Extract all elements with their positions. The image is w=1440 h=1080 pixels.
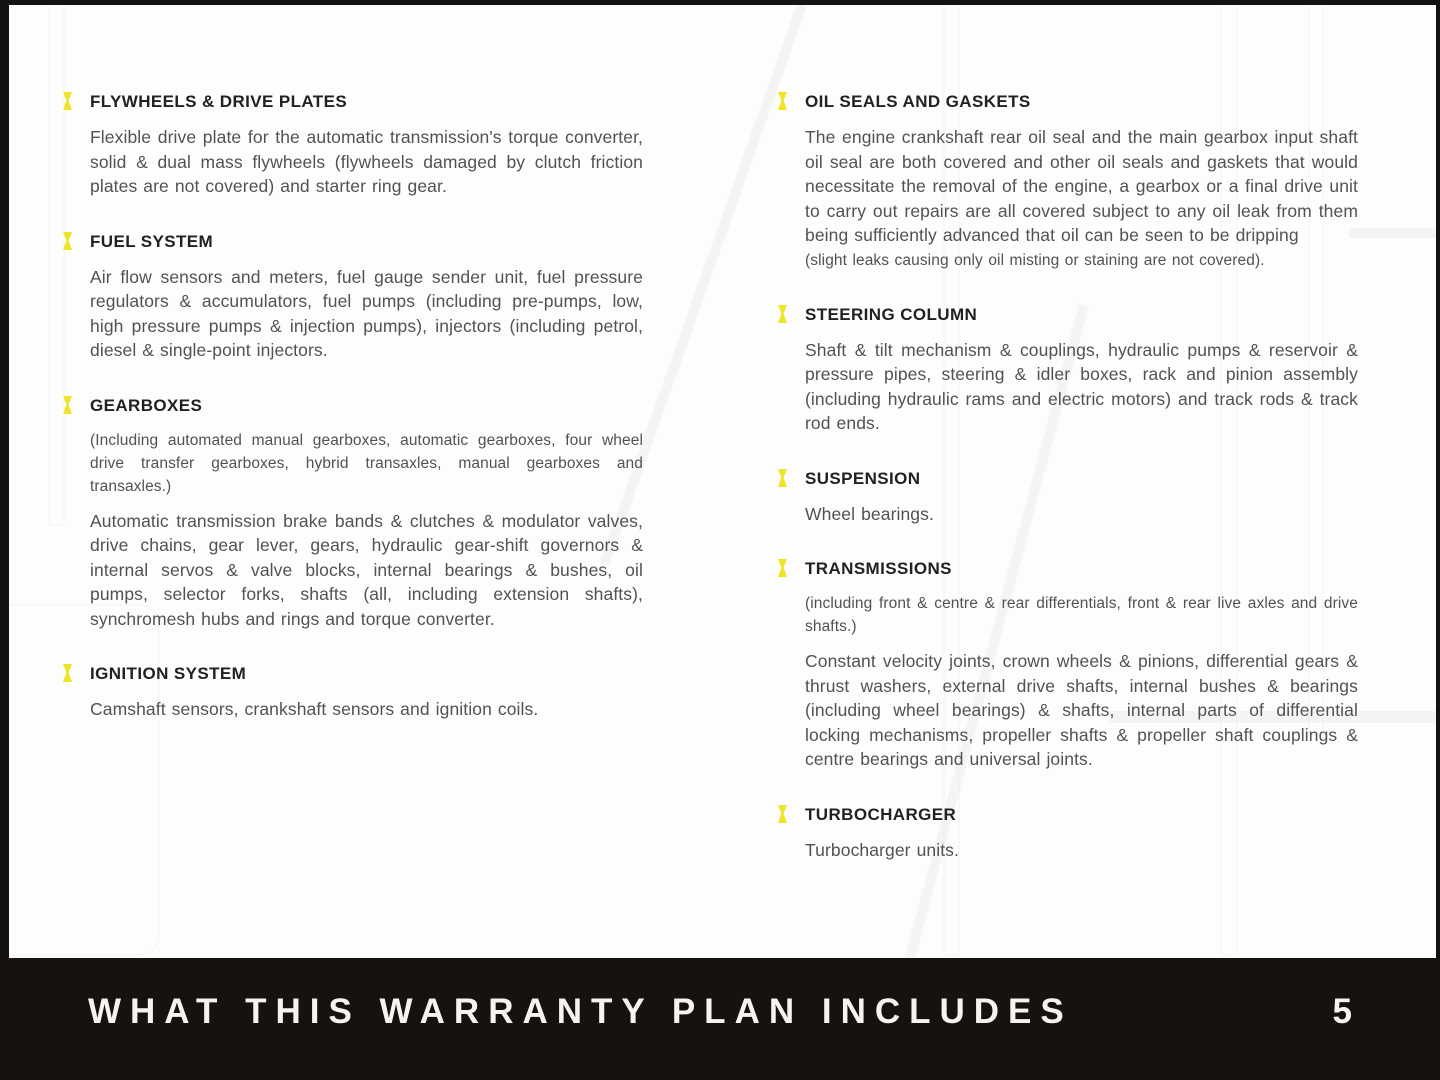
section-paragraph: Flexible drive plate for the automatic transmission's torque converter, solid & dual mass flywheels (flywheels damaged by clutch friction plates are not covered) and starter ring gear. bbox=[90, 127, 643, 196]
bullet-icon bbox=[61, 396, 74, 414]
right-column bbox=[805, 92, 1358, 895]
section-suspension bbox=[805, 469, 1358, 527]
page-background bbox=[9, 5, 1436, 958]
section-paragraph: Turbocharger units. bbox=[805, 839, 959, 860]
section-heading: TURBOCHARGER bbox=[805, 804, 957, 824]
section-paragraph: Constant velocity joints, crown wheels & pinions, differential gears & thrust washers, external drive shafts, internal bushes & bearings (including wheel bearings) & shafts, internal parts of differential locking mechanisms, propeller shafts & propeller shaft couplings & centre bearings and universal joints. bbox=[805, 651, 1358, 769]
section-fuel-system bbox=[90, 232, 643, 363]
section-paragraph: Camshaft sensors, crankshaft sensors and ignition coils. bbox=[90, 699, 539, 719]
section-heading: IGNITION SYSTEM bbox=[90, 664, 247, 683]
section-paragraph: Automatic transmission brake bands & clutches & modulator valves, drive chains, gear lever, gears, hydraulic gear-shift governors & internal servos & valve blocks, internal bearings & bushes, oil pumps, selector forks, shafts (all, including extension shafts), synchromesh hubs and rings and torque converter. bbox=[90, 510, 643, 629]
bullet-icon bbox=[776, 92, 789, 110]
footer-bar bbox=[0, 958, 1440, 1080]
section-gearboxes bbox=[90, 396, 643, 632]
bullet-icon bbox=[776, 559, 789, 577]
section-heading: STEERING COLUMN bbox=[805, 304, 978, 324]
bullet-icon bbox=[61, 232, 74, 250]
section-paragraph: The engine crankshaft rear oil seal and the main gearbox input shaft oil seal are both covered and other oil seals and gaskets that would necessitate the removal of the engine, a gearbox or a final drive unit to carry out repairs are all covered subject to any oil leak from them being sufficiently advanced that oil can be seen to be dripping bbox=[805, 127, 1358, 245]
bullet-icon bbox=[61, 664, 74, 682]
section-note: (Including automated manual gearboxes, automatic gearboxes, four wheel drive transfer gearboxes, hybrid transaxles, manual gearboxes and transaxles.) bbox=[90, 431, 643, 495]
footer-title: WHAT THIS WARRANTY PLAN INCLUDES bbox=[88, 992, 1073, 1031]
section-heading: FUEL SYSTEM bbox=[90, 231, 214, 251]
section-heading: GEARBOXES bbox=[90, 395, 203, 415]
section-heading: OIL SEALS AND GASKETS bbox=[805, 92, 1031, 111]
section-paragraph: Air flow sensors and meters, fuel gauge sender unit, fuel pressure regulators & accumulators, fuel pumps (including pre-pumps, low, high pressure pumps & injection pumps), injectors (including petrol, diesel & single-point injectors. bbox=[90, 266, 643, 360]
section-heading: FLYWHEELS & DRIVE PLATES bbox=[90, 92, 348, 111]
section-heading: TRANSMISSIONS bbox=[805, 559, 952, 578]
bullet-icon bbox=[776, 305, 789, 323]
section-heading: SUSPENSION bbox=[805, 468, 921, 488]
bullet-icon bbox=[776, 805, 789, 823]
section-note: (including front & centre & rear differentials, front & rear live axles and drive shafts.) bbox=[805, 595, 1358, 635]
section-steering-column bbox=[805, 305, 1358, 436]
section-ignition-system bbox=[90, 664, 643, 722]
bullet-icon bbox=[61, 92, 74, 110]
page-number: 5 bbox=[1332, 992, 1352, 1031]
section-paragraph: Shaft & tilt mechanism & couplings, hydraulic pumps & reservoir & pressure pipes, steering & idler boxes, rack and pinion assembly (including hydraulic rams and electric motors) and track rods & track rod ends. bbox=[805, 339, 1358, 433]
section-flywheels-drive-plates bbox=[90, 92, 643, 199]
left-column bbox=[90, 92, 643, 755]
section-paragraph: Wheel bearings. bbox=[805, 503, 934, 524]
section-oil-seals-gaskets bbox=[805, 92, 1358, 272]
section-transmissions bbox=[805, 559, 1358, 772]
section-note: (slight leaks causing only oil misting or staining are not covered). bbox=[805, 251, 1265, 269]
bullet-icon bbox=[776, 469, 789, 487]
section-turbocharger bbox=[805, 805, 1358, 863]
